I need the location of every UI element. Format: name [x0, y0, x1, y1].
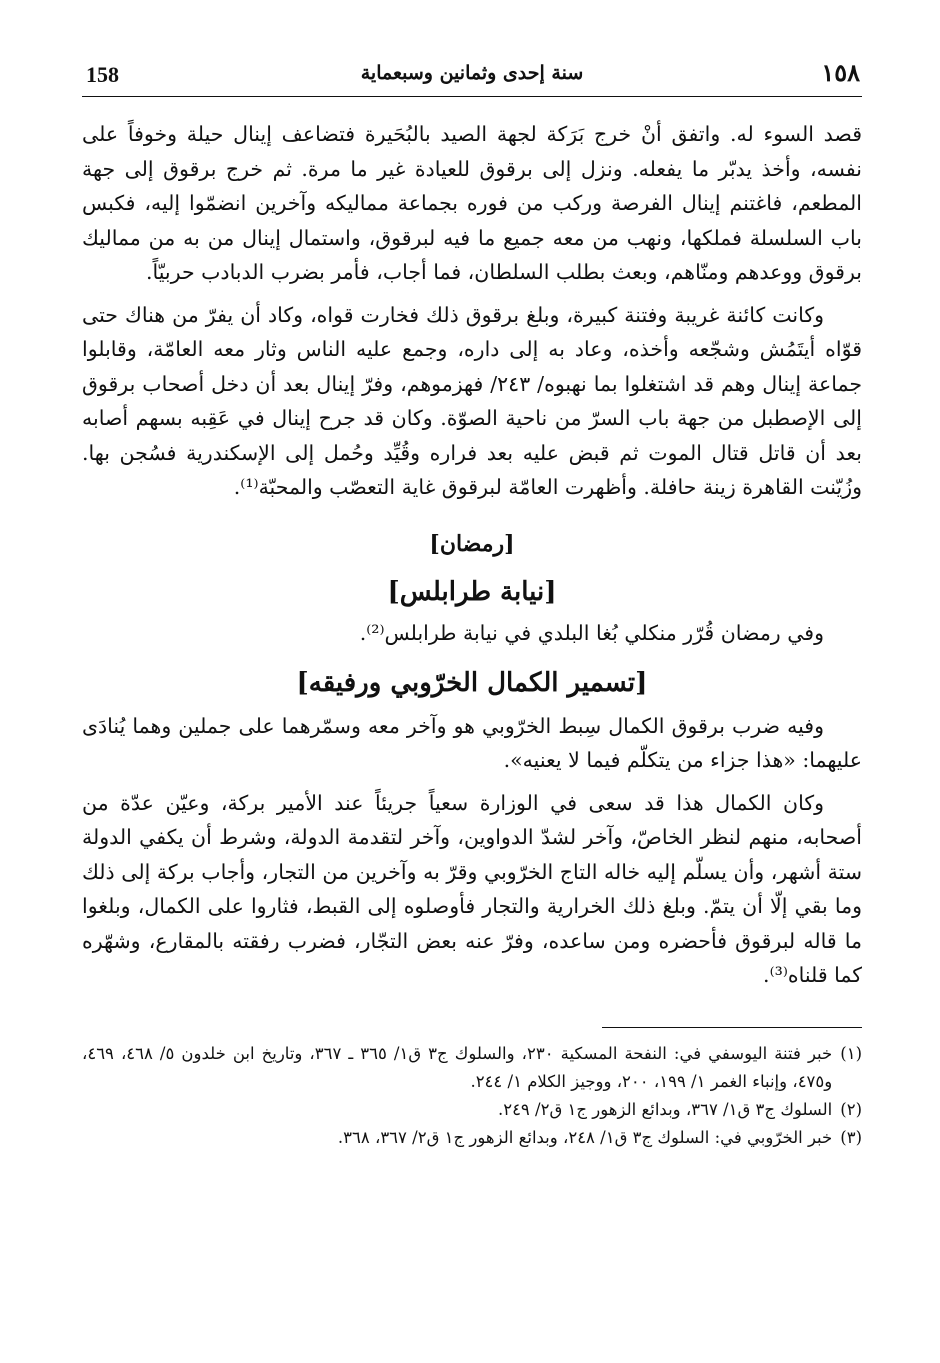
paragraph-tripoli: وفي رمضان قُرّر منكلي بُغا البلدي في نيابة طرابلس⁽²⁾. [359, 620, 824, 645]
page-number-arabic: ١٥٨ [821, 58, 860, 87]
footnote-number: (١) [840, 1043, 862, 1063]
page-number-latin: 158 [86, 62, 119, 87]
footnote-number: (٣) [840, 1127, 862, 1147]
footnote-divider [602, 1027, 862, 1028]
footnote-number: (٢) [840, 1099, 862, 1119]
footnote-1 [82, 1040, 862, 1096]
running-title: سنة إحدى وثمانين وسبعماية [360, 62, 584, 84]
main-text [82, 117, 862, 993]
book-page [82, 52, 862, 1322]
footnotes [82, 1040, 862, 1152]
paragraph-inal-revolt: وكانت كائنة غريبة وفتنة كبيرة، وبلغ برقوق ذلك فخارت قواه، وكاد أن يفرّ من هناك حتى قوّاه أيتَمُش وشجّعه وأخذه، وعاد به إلى داره، وجمع عليه الناس وثار معه العامّة، وقابلوا جماعة إينال وهم قد اشتغلوا بما نهبوه/ ٢٤٣/ فهزموهم، وفرّ إينال بعد أن دخل أصحاب برقوق إلى الإصطبل من جهة باب السرّ من ناحية الصوّة. وكان قد جرح إينال في عَقِبه بسهم أصابه بعد أن قاتل قتال الموت ثم قبض عليه بعد فراره وقُيِّد وحُمل إلى الإسكندرية فسُجن بها. وزُيّنت القاهرة زينة حافلة. وأظهرت العامّة لبرقوق غاية التعصّب والمحبّة⁽¹⁾. [82, 302, 862, 499]
paragraph-barka-hunt: قصد السوء له. واتفق أنْ خرج بَرَكة لجهة الصيد بالبُحَيرة فتضاعف إينال حيلة وخوفاً على نفسه، وأخذ يدبّر ما يفعله. ونزل إلى برقوق للعيادة غير ما مرة. ثم خرج برقوق إلى جهة المطعم، فاغتنم إينال الفرصة وركب من فوره بجماعة مماليكه وآخرين انضمّوا إليه، فكبس باب السلسلة فملكها، ونهب من معه جميع ما فيه لبرقوق، واستمال إينال من به من مماليك برقوق ووعدهم ومنّاهم، وبعث بطلب السلطان، فما أجاب، فأمر بضرب الدبادب حربيّاً. [82, 122, 862, 284]
section-heading-kamal: [تسمير الكمال الخرّوبي ورفيقه] [296, 668, 648, 698]
footnote-text: خبر فتنة اليوسفي في: النفحة المسكية ٢٣٠، والسلوك ج٣ ق١/ ٣٦٥ ـ ٣٦٧، وتاريخ ابن خلدون ٥/ ٤٦٨، ٤٦٩، و٤٧٥، وإنباء الغمر ١/ ١٩٩، ٢٠٠، ووجيز الكلام ١/ ٢٤٤. [82, 1043, 833, 1091]
section-heading-tripoli: [نيابة طرابلس] [387, 577, 557, 607]
footnote-text: خبر الخرّوبي في: السلوك ج٣ ق١/ ٢٤٨، وبدائع الزهور ج١ ق٢/ ٣٦٧، ٣٦٨. [337, 1127, 833, 1147]
section-heading-ramadan: [رمضان] [429, 530, 515, 557]
paragraph-kamal-vizierate: وكان الكمال هذا قد سعى في الوزارة سعياً جريئاً عند الأمير بركة، وعيّن عدّة من أصحابه، منهم لنظر الخاصّ، وآخر لشدّ الدواوين، وآخر لتقدمة الدولة، وشرط أن يكفي الدولة ستة أشهر، وأن يسلّم إليه خاله التاج الخرّوبي وقرّ به وآخرين من التجار، وأجاب بركة إلى ذلك وما بقي إلّا أن يتمّ. وبلغ ذلك الخرارية والتجار فأوصلوه إلى القبط، فثاروا على الكمال، وبلغوا ما قاله لبرقوق فأحضره ومن ساعده، وفرّ عنه بعض التجّار، فضرب رفقته بالمقارع، وشهّره كما قلناه⁽³⁾. [82, 790, 862, 987]
footnote-3 [82, 1124, 862, 1152]
footnote-2 [82, 1096, 862, 1124]
running-header [82, 52, 862, 97]
paragraph-kamal-punishment: وفيه ضرب برقوق الكمال سِبط الخرّوبي هو وآخر معه وسمّرهما على جملين وهما يُنادَى عليهما: «هذا جزاء من يتكلّم فيما لا يعنيه». [82, 713, 862, 772]
footnote-text: السلوك ج٣ ق١/ ٣٦٧، وبدائع الزهور ج١ ق٢/ ٢٤٩. [497, 1099, 833, 1119]
